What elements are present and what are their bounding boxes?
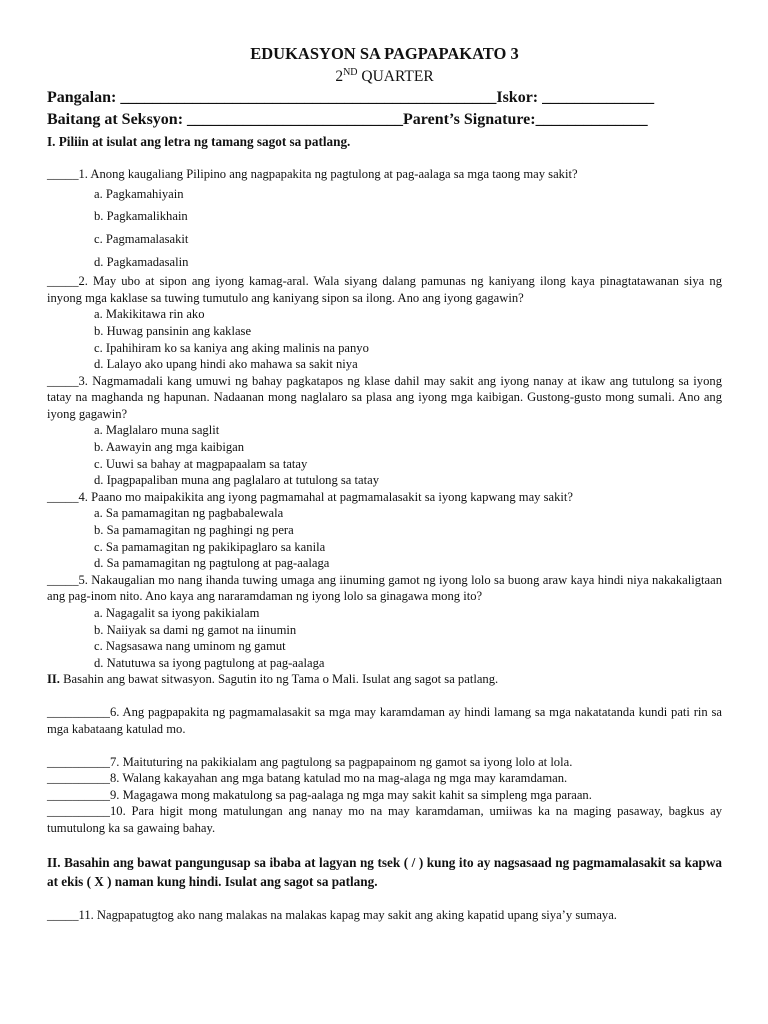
question-7: __________7. Maituturing na pakikialam ang pagtulong sa pagpapainom ng gamot sa iyong lolo at lola. xyxy=(47,754,573,769)
question-11: _____11. Nagpapatugtog ako nang malakas na malakas kapag may sakit ang aking kapatid upang siya’y sumaya. xyxy=(47,907,617,922)
spacer xyxy=(47,150,722,166)
question-6: __________6. Ang pagpapakita ng pagmamalasakit sa mga may karamdaman ay hindi lamang sa mga nakatatanda kundi pati rin sa mga kabataang katulad mo. xyxy=(47,705,722,736)
question-3: _____3. Nagmamadali kang umuwi ng bahay pagkatapos ng klase dahil may sakit ang iyong nanay at ikaw ang tutulong sa iyong tatay na maghanda ng hapunan. Nadaanan mong naglalaro sa plasa ang iyong mga kaibigan. Gustong-gusto mong sumali. Ano ang iyong gagawin? xyxy=(47,373,722,421)
question-1: _____1. Anong kaugaliang Pilipino ang nagpapakita ng pagtulong at pag-aalaga sa mga taong may sakit? xyxy=(47,167,578,182)
choice-1c: c. Pagmamalasakit xyxy=(94,231,189,246)
choice-5b: b. Naiiyak sa dami ng gamot na iinumin xyxy=(94,622,297,637)
choice-5a: a. Nagagalit sa iyong pakikialam xyxy=(94,606,260,620)
part2-instruction-text: Basahin ang bawat sitwasyon. Sagutin ito ng Tama o Mali. Isulat ang sagot sa patlang. xyxy=(59,672,499,687)
choice-5d: d. Natutuwa sa iyong pagtulong at pag-aalaga xyxy=(94,655,325,670)
part2-label: II. xyxy=(47,672,60,687)
quarter-label xyxy=(47,63,722,87)
choice-4b: b. Sa pamamagitan ng paghingi ng pera xyxy=(94,523,294,538)
part1-instruction: I. Piliin at isulat ang letra ng tamang sagot sa patlang. xyxy=(47,134,351,150)
question-4-choices xyxy=(47,505,722,571)
question-3-choices xyxy=(47,422,722,488)
quarter-word: QUARTER xyxy=(357,68,434,86)
choice-1a: a. Pagkamahiyain xyxy=(94,186,184,201)
quarter-number: 2 xyxy=(335,68,344,86)
spacer xyxy=(47,837,722,853)
choice-3b: b. Aawayin ang mga kaibigan xyxy=(94,440,245,455)
choice-3c: c. Uuwi sa bahay at magpapaalam sa tatay xyxy=(94,456,308,471)
question-2: _____2. May ubo at sipon ang iyong kamag-aral. Wala siyang dalang pamunas ng kaniyang ilong kaya pinagtatawanan siya ng inyong mga kaklase sa tuwing tumutulo ang kaniyang sipon sa ilong. Ano ang iyong gagawin? xyxy=(47,274,722,305)
question-5-choices xyxy=(47,605,722,671)
choice-2d: d. Lalayo ako upang hindi ako mahawa sa sakit niya xyxy=(94,357,358,372)
choice-2a: a. Makikitawa rin ako xyxy=(94,307,205,322)
choice-3d: d. Ipagpapaliban muna ang paglalaro at tutulong sa tatay xyxy=(94,473,380,488)
choice-3a: a. Maglalaro muna saglit xyxy=(94,423,220,438)
part2-instruction xyxy=(47,671,722,688)
spacer xyxy=(47,738,722,754)
choice-1d: d. Pagkamadasalin xyxy=(94,254,189,269)
quarter-ordinal-suffix: ND xyxy=(343,67,358,78)
question-2-choices xyxy=(47,306,722,372)
part3-instruction: II. Basahin ang bawat pangungusap sa ibaba at lagyan ng tsek ( / ) kung ito ay nagsasaad ng pagmamalasakit sa kapwa at ekis ( X ) naman kung hindi. Isulat ang sagot sa patlang. xyxy=(47,854,722,889)
choice-4a: a. Sa pamamagitan ng pagbabalewala xyxy=(94,506,284,521)
worksheet-page xyxy=(47,44,722,923)
worksheet-title: EDUKASYON SA PAGPAPAKATO 3 xyxy=(250,44,519,63)
spacer xyxy=(47,688,722,704)
question-4: _____4. Paano mo maipakikita ang iyong pagmamahal at pagmamalasakit sa iyong kapwang may sakit? xyxy=(47,489,574,504)
choice-1b: b. Pagkamalikhain xyxy=(94,209,188,224)
question-10: __________10. Para higit mong matulungan ang nanay mo na may karamdaman, umiiwas ka na maging pasaway, bagkus ay tumutulong ka sa gawaing bahay. xyxy=(47,804,722,835)
name-score-line: Pangalan: _______________________________________________Iskor: ______________ xyxy=(47,89,655,107)
question-8: __________8. Walang kakayahan ang mga batang katulad mo na mag-alaga ng mga may karamdaman. xyxy=(47,771,568,786)
choice-4c: c. Sa pamamagitan ng pakikipaglaro sa kanila xyxy=(94,539,326,554)
question-1-choices xyxy=(47,183,722,273)
choice-2b: b. Huwag pansinin ang kaklase xyxy=(94,323,252,338)
choice-5c: c. Nagsasawa nang uminom ng gamut xyxy=(94,639,286,654)
question-5: _____5. Nakaugalian mo nang ihanda tuwing umaga ang iinuming gamot ng iyong lolo sa buong araw kaya hindi niya nakakaligtaan ang pag-inom nito. Ano kaya ang nararamdaman ng iyong lolo sa ginagawa mong ito? xyxy=(47,572,722,604)
grade-section-signature-line: Baitang at Seksyon: ___________________________Parent’s Signature:______________ xyxy=(47,111,648,129)
spacer xyxy=(47,891,722,907)
choice-4d: d. Sa pamamagitan ng pagtulong at pag-aalaga xyxy=(94,556,330,571)
question-9: __________9. Magagawa mong makatulong sa pag-aalaga ng mga may sakit kahit sa simpleng mga paraan. xyxy=(47,787,592,802)
choice-2c: c. Ipahihiram ko sa kaniya ang aking malinis na panyo xyxy=(94,340,369,355)
